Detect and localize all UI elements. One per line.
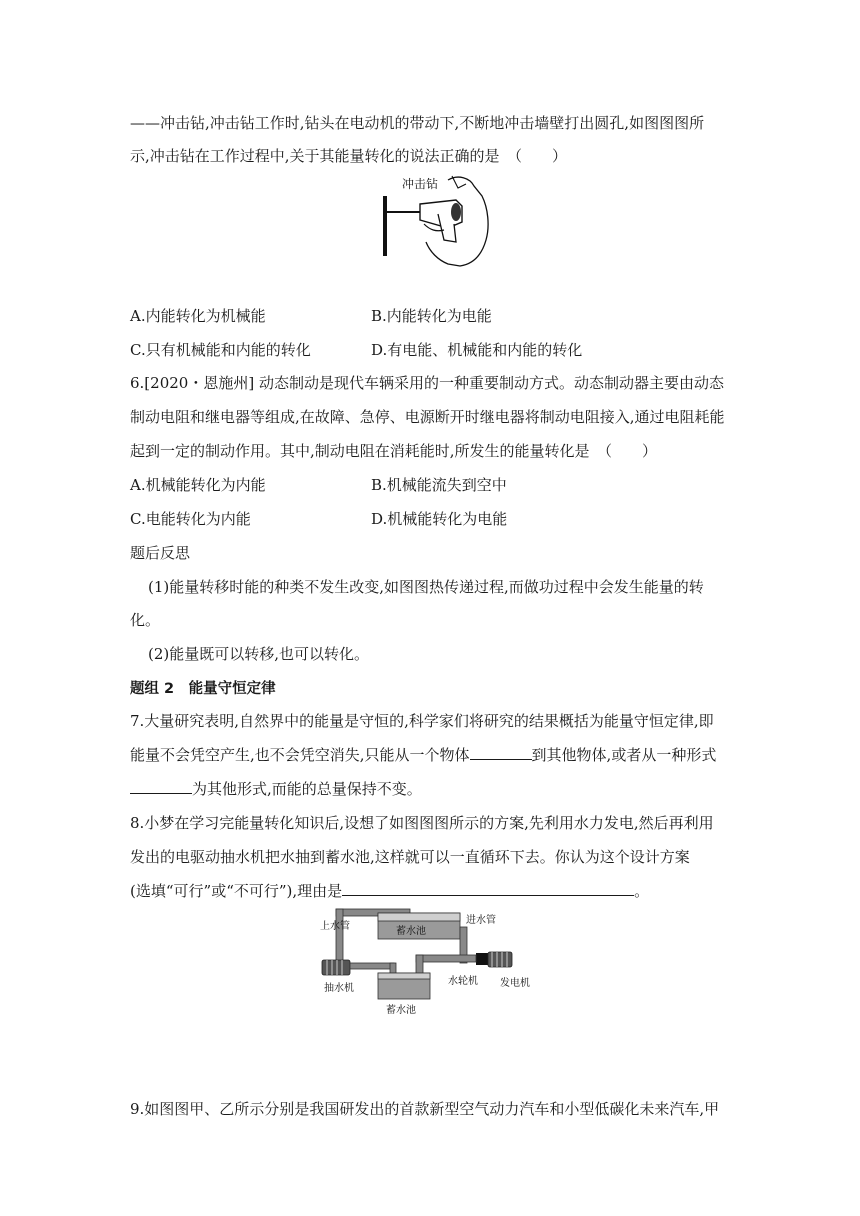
q7-blank-1[interactable]	[470, 745, 532, 760]
generator-label: 发电机	[500, 978, 530, 989]
q7-text-c: 为其他形式,而能的总量保持不变。	[192, 780, 422, 798]
q5-option-b[interactable]: B.内能转化为电能	[371, 307, 492, 325]
upper-pipe-label: 上水管	[320, 921, 350, 932]
q5-option-c[interactable]: C.只有机械能和内能的转化	[130, 341, 311, 359]
impact-drill-label: 冲击钻	[402, 177, 439, 191]
q8-stem-line3	[130, 880, 649, 901]
q8-blank[interactable]	[342, 881, 634, 896]
q5-stem-line1: ——冲击钻,冲击钻工作时,钻头在电动机的带动下,不断地冲击墙壁打出圆孔,如图图图所	[130, 114, 705, 132]
q9-stem-line1: 9.如图图甲、乙所示分别是我国研发出的首款新型空气动力汽车和小型低碳化未来汽车,甲	[130, 1100, 720, 1118]
q6-option-d[interactable]: D.机械能转化为电能	[371, 510, 508, 528]
q6-option-a[interactable]: A.机械能转化为内能	[130, 476, 266, 494]
q7-blank-2[interactable]	[130, 779, 192, 794]
reflection-point-2: (2)能量既可以转移,也可以转化。	[148, 645, 370, 663]
reflection-point-1: (1)能量转移时能的种类不发生改变,如图图热传递过程,而做功过程中会发生能量的转	[148, 578, 704, 596]
q6-stem-line2: 制动电阻和继电器等组成,在故障、急停、电源断开时继电器将制动电阻接入,通过电阻耗能	[130, 408, 725, 426]
q6-option-c[interactable]: C.电能转化为内能	[130, 510, 251, 528]
impact-drill-figure	[378, 168, 494, 268]
hydro-loop-figure	[316, 905, 546, 1017]
q7-stem-line2	[130, 744, 716, 765]
turbine-label: 水轮机	[448, 976, 478, 987]
q7-text-a: 能量不会凭空产生,也不会凭空消失,只能从一个物体	[130, 746, 470, 764]
q6-stem-line1: 6.[2020・恩施州] 动态制动是现代车辆采用的一种重要制动方式。动态制动器主要由动态	[130, 374, 724, 392]
q8-stem-line1: 8.小梦在学习完能量转化知识后,设想了如图图图所示的方案,先利用水力发电,然后再利用	[130, 814, 714, 832]
inlet-pipe-label: 进水管	[466, 915, 496, 926]
q6-stem-line3: 起到一定的制动作用。其中,制动电阻在消耗能时,所发生的能量转化是 （ ）	[130, 442, 658, 460]
q7-text-b: 到其他物体,或者从一种形式	[531, 746, 717, 764]
lower-pool-label: 蓄水池	[386, 1005, 416, 1016]
q7-stem-line3	[130, 778, 422, 799]
pump-label: 抽水机	[324, 983, 354, 994]
upper-pool-label: 蓄水池	[396, 926, 426, 937]
q5-option-a[interactable]: A.内能转化为机械能	[130, 307, 266, 325]
q5-stem-line2: 示,冲击钻在工作过程中,关于其能量转化的说法正确的是 （ ）	[130, 147, 568, 165]
group2-heading: 题组 2 能量守恒定律	[130, 681, 276, 697]
q8-text-b: 。	[634, 882, 650, 900]
q5-option-d[interactable]: D.有电能、机械能和内能的转化	[371, 341, 583, 359]
q8-stem-line2: 发出的电驱动抽水机把水抽到蓄水池,这样就可以一直循环下去。你认为这个设计方案	[130, 848, 690, 866]
reflection-title: 题后反思	[130, 544, 191, 562]
q8-text-a: (选填“可行”或“不可行”),理由是	[130, 882, 343, 900]
q7-stem-line1: 7.大量研究表明,自然界中的能量是守恒的,科学家们将研究的结果概括为能量守恒定律,即	[130, 712, 714, 730]
q6-option-b[interactable]: B.机械能流失到空中	[371, 476, 507, 494]
reflection-point-1-cont: 化。	[130, 611, 161, 629]
